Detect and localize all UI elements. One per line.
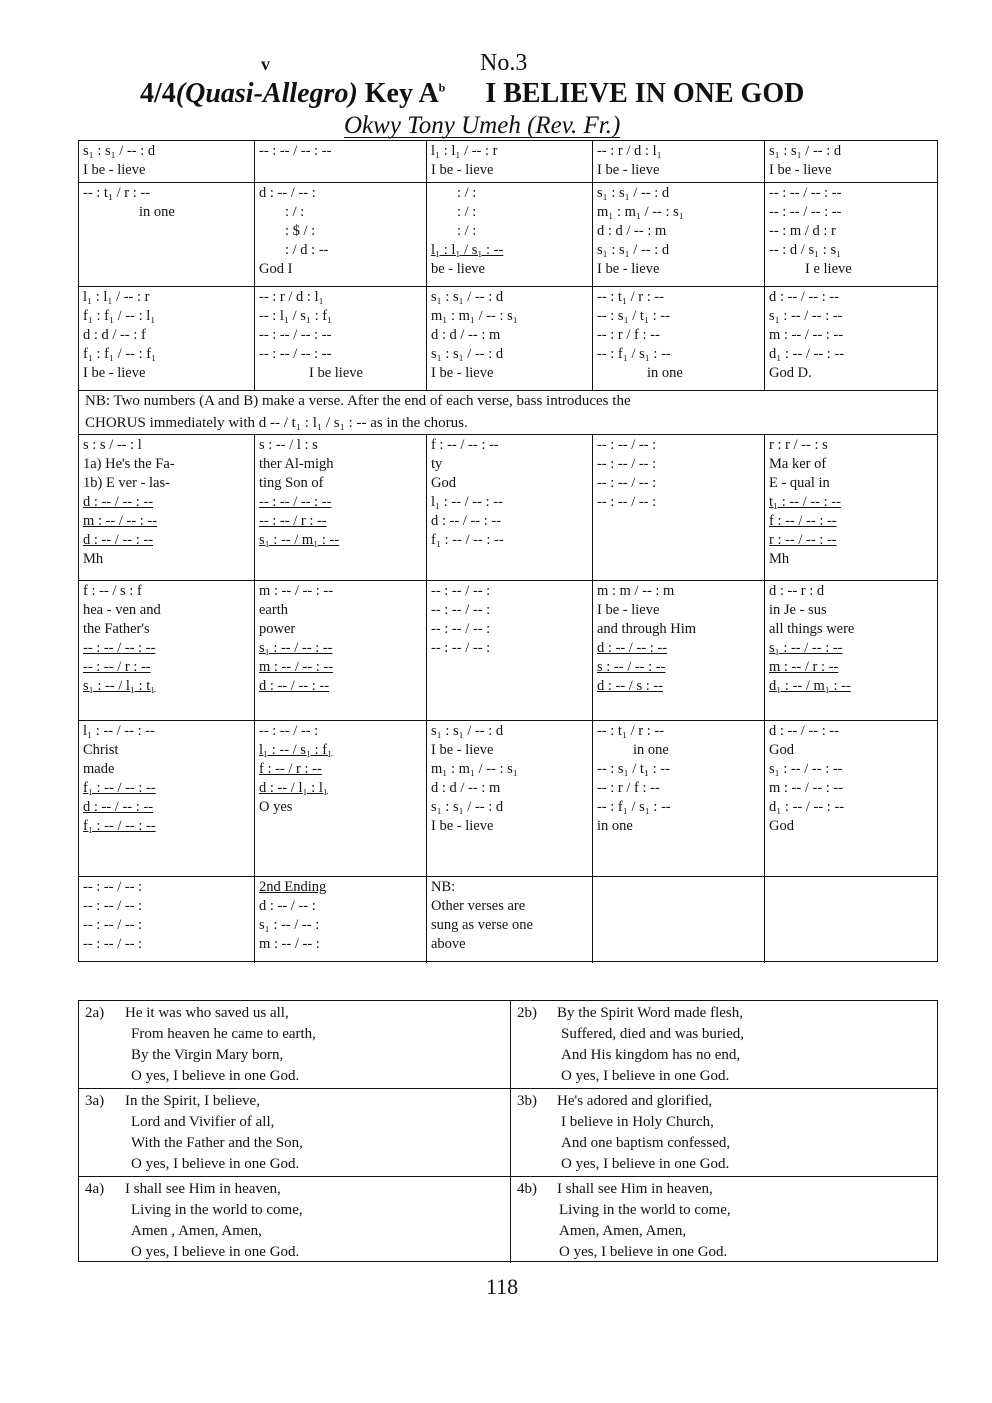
verse-line: O yes, I believe in one God. — [559, 1244, 728, 1260]
notation-line: : / d : -- — [285, 242, 329, 258]
notation-line: m₁ : m₁ / -- : s₁ — [431, 308, 518, 324]
notation-line: d : d / -- : m — [431, 327, 501, 343]
notation-line: t₁ : -- / -- : -- — [769, 494, 841, 510]
notation-line: s₁ : s₁ / -- : d — [431, 346, 504, 362]
title-line — [140, 78, 804, 110]
second-ending-label: 2nd Ending — [259, 879, 327, 895]
verse-line: He it was who saved us all, — [125, 1005, 289, 1021]
verse-line: He's adored and glorified, — [557, 1093, 713, 1109]
notation-line: d : -- / l₁ : l₁ — [259, 780, 328, 796]
verse-2b — [511, 1001, 937, 1088]
notation-line: -- : t₁ / r : -- — [83, 185, 151, 201]
notation-line: l₁ : -- / -- : -- — [83, 723, 155, 739]
notation-line: all things were — [769, 621, 855, 637]
notation-line: d : -- / -- : -- — [83, 799, 154, 815]
verse-line: Living in the world to come, — [559, 1202, 731, 1218]
verse-line: O yes, I believe in one God. — [131, 1244, 300, 1260]
score-cell — [255, 721, 427, 876]
notation-line: d : d / -- : f — [83, 327, 146, 343]
stray-mark: v — [261, 54, 270, 74]
notation-line: f₁ : -- / -- : -- — [431, 532, 504, 548]
notation-line: d : -- / -- : -- — [431, 513, 502, 529]
verse-3a — [79, 1089, 511, 1176]
notation-line: m : -- / -- : -- — [83, 513, 158, 529]
notation-line: r : r / -- : s — [769, 437, 828, 453]
verse-line: I shall see Him in heaven, — [125, 1181, 281, 1197]
notation-line: -- : -- / -- : — [597, 437, 657, 453]
notation-line: -- : -- / -- : -- — [83, 640, 156, 656]
score-cell — [765, 877, 937, 963]
score-cell — [255, 581, 427, 720]
notation-line: f₁ : f₁ / -- : l₁ — [83, 308, 156, 324]
tempo-marking: (Quasi-Allegro) — [175, 78, 358, 109]
notation-line: 1b) E ver - las- — [83, 475, 170, 491]
notation-line: -- : -- / -- : — [83, 898, 143, 914]
notation-line: : / : — [457, 204, 477, 220]
verse-line: O yes, I believe in one God. — [561, 1156, 730, 1172]
notation-line: f₁ : -- / -- : -- — [83, 818, 156, 834]
notation-line: s₁ : s₁ / -- : d — [431, 723, 504, 739]
notation-line: I be - lieve — [769, 162, 832, 178]
notation-line: m : -- / -- : — [259, 936, 320, 952]
notation-line: made — [83, 761, 115, 777]
verse-line: With the Father and the Son, — [131, 1135, 303, 1151]
verse-line: O yes, I believe in one God. — [131, 1068, 300, 1084]
notation-line: I be - lieve — [597, 602, 660, 618]
notation-line: ty — [431, 456, 443, 472]
score-cell — [255, 877, 427, 963]
notation-line: ting Son of — [259, 475, 324, 491]
score-row-5 — [79, 581, 937, 721]
verse-4a — [79, 1177, 511, 1263]
notation-line: s₁ : -- / l₁ : t₁ — [83, 678, 156, 694]
notation-line: f : -- / -- : -- — [431, 437, 499, 453]
notation-line: I be - lieve — [83, 162, 146, 178]
notation-line: m : -- / -- : -- — [769, 780, 844, 796]
notation-line: I be - lieve — [431, 818, 494, 834]
time-signature: 4/4 — [140, 78, 176, 109]
notation-line: f₁ : f₁ / -- : f₁ — [83, 346, 157, 362]
notation-line: -- : f₁ / s₁ : -- — [597, 799, 671, 815]
score-cell — [765, 183, 937, 286]
notation-line: -- : -- / -- : — [259, 723, 319, 739]
notation-line: God — [769, 818, 794, 834]
notation-line: s₁ : s₁ / -- : d — [597, 242, 670, 258]
score-cell — [427, 183, 593, 286]
notation-line: d : -- / -- : -- — [83, 494, 154, 510]
score-cell — [79, 435, 255, 580]
notation-line: -- : d / s₁ : s₁ — [769, 242, 842, 258]
notation-line: s₁ : s₁ / -- : d — [83, 143, 156, 159]
notation-line: s₁ : -- / m₁ : -- — [259, 532, 340, 548]
notation-line: -- : r / d : l₁ — [597, 143, 662, 159]
notation-line: f : -- / r : -- — [259, 761, 322, 777]
notation-line: the Father's — [83, 621, 150, 637]
notation-line: Ma ker of — [769, 456, 827, 472]
notation-line: f : -- / s : f — [83, 583, 142, 599]
notation-line: l₁ : -- / -- : -- — [431, 494, 503, 510]
notation-line: s₁ : -- / -- : -- — [259, 640, 333, 656]
notation-line: O yes — [259, 799, 293, 815]
verse-line: In the Spirit, I believe, — [125, 1093, 260, 1109]
notation-line: s₁ : s₁ / -- : d — [431, 289, 504, 305]
notation-line: -- : t₁ / r : -- — [597, 289, 665, 305]
notation-line: power — [259, 621, 296, 637]
verse-3b — [511, 1089, 937, 1176]
notation-line: s₁ : -- / -- : — [259, 917, 320, 933]
score-cell — [593, 721, 765, 876]
notation-line: I be - lieve — [597, 162, 660, 178]
score-row-2 — [79, 183, 937, 287]
notation-line: E - qual in — [769, 475, 830, 491]
notation-line: m : m / -- : m — [597, 583, 675, 599]
notation-line: -- : -- / r : -- — [259, 513, 327, 529]
notation-line: d : -- / -- : -- — [83, 532, 154, 548]
score-row-6 — [79, 721, 937, 877]
notation-line: and through Him — [597, 621, 697, 637]
notation-line: I be - lieve — [83, 365, 146, 381]
notation-line: d : d / -- : m — [597, 223, 667, 239]
notation-line: s₁ : -- / -- : -- — [769, 308, 843, 324]
notation-line: d : -- / -- : — [259, 898, 316, 914]
nb-instruction: NB: Two numbers (A and B) make a verse. After the end of each verse, bass introduces the — [85, 393, 631, 409]
notation-line: above — [431, 936, 466, 952]
notation-line: NB: — [431, 879, 456, 895]
notation-line: God — [769, 742, 794, 758]
notation-line: -- : -- / -- : — [431, 602, 491, 618]
notation-line: m : -- / -- : -- — [259, 583, 334, 599]
notation-line: -- : -- / -- : — [431, 640, 491, 656]
notation-line: in one — [139, 204, 175, 220]
notation-line: -- : f₁ / s₁ : -- — [597, 346, 671, 362]
score-cell — [593, 581, 765, 720]
notation-line: I be - lieve — [597, 261, 660, 277]
notation-line: -- : -- / -- : — [597, 475, 657, 491]
verse-label: 3a) — [85, 1093, 105, 1109]
verse-line: Living in the world to come, — [131, 1202, 303, 1218]
notation-line: l₁ : l₁ / -- : r — [83, 289, 150, 305]
score-cell — [255, 183, 427, 286]
notation-line: in one — [597, 818, 633, 834]
notation-line: : / : — [457, 223, 477, 239]
verse-line: I shall see Him in heaven, — [557, 1181, 713, 1197]
score-cell — [427, 141, 593, 182]
chorus-instruction: CHORUS immediately with d -- / t₁ : l₁ / s₁ : -- as in the chorus. — [79, 413, 937, 435]
notation-line: I be lieve — [309, 365, 363, 381]
score-cell — [765, 581, 937, 720]
score-cell — [427, 581, 593, 720]
notation-line: -- : s₁ / t₁ : -- — [597, 308, 670, 324]
notation-line: s₁ : -- / -- : -- — [769, 761, 843, 777]
score-cell — [593, 183, 765, 286]
notation-line: -- : s₁ / t₁ : -- — [597, 761, 670, 777]
notation-line: d₁ : -- / m₁ : -- — [769, 678, 851, 694]
score-cell — [79, 581, 255, 720]
score-cell — [593, 877, 765, 963]
notation-line: earth — [259, 602, 288, 618]
notation-line: -- : m / d : r — [769, 223, 836, 239]
notation-line: m₁ : m₁ / -- : s₁ — [431, 761, 518, 777]
page-number: 118 — [486, 1274, 519, 1299]
verse-line: Suffered, died and was buried, — [561, 1026, 745, 1042]
notation-line: s₁ : s₁ / -- : d — [597, 185, 670, 201]
notation-line: Other verses are — [431, 898, 526, 914]
key-accidental: b — [438, 80, 446, 95]
score-cell — [593, 287, 765, 390]
notation-line: d : d / -- : m — [431, 780, 501, 796]
verse-4b — [511, 1177, 937, 1263]
verse-line: O yes, I believe in one God. — [561, 1068, 730, 1084]
notation-line: -- : -- / -- : -- — [769, 204, 842, 220]
notation-line: -- : -- / -- : — [597, 456, 657, 472]
notation-line: sung as verse one — [431, 917, 533, 933]
notation-line: -- : l₁ / s₁ : f₁ — [259, 308, 333, 324]
notation-line: 1a) He's the Fa- — [83, 456, 175, 472]
song-number: No.3 — [480, 50, 528, 76]
verse-label: 2a) — [85, 1005, 105, 1021]
score-cell — [79, 287, 255, 390]
notation-line: s : s / -- : l — [83, 437, 142, 453]
verses-table — [78, 1000, 938, 1262]
verse-line: By the Spirit Word made flesh, — [557, 1005, 743, 1021]
notation-line: hea - ven and — [83, 602, 161, 618]
score-cell — [765, 141, 937, 182]
notation-line: m : -- / -- : -- — [769, 327, 844, 343]
notation-line: s : -- / l : s — [259, 437, 318, 453]
notation-line: Mh — [83, 551, 104, 567]
notation-line: m : -- / r : -- — [769, 659, 839, 675]
verse-line: And His kingdom has no end, — [561, 1047, 741, 1063]
notation-line: God D. — [769, 365, 812, 381]
notation-line: -- : -- / -- : — [83, 917, 143, 933]
notation-line: d₁ : -- / -- : -- — [769, 799, 845, 815]
notation-line: -- : -- / -- : -- — [769, 185, 842, 201]
verse-line: Amen , Amen, Amen, — [131, 1223, 262, 1239]
notation-line: : / : — [457, 185, 477, 201]
notation-line: -- : -- / -- : — [83, 936, 143, 952]
notation-line: -- : -- / -- : -- — [259, 143, 332, 159]
verse-label: 4a) — [85, 1181, 105, 1197]
notation-line: I be - lieve — [431, 162, 494, 178]
notation-line: d : -- r : d — [769, 583, 825, 599]
composer: Okwy Tony Umeh (Rev. Fr.) — [344, 112, 621, 139]
verse-line: O yes, I believe in one God. — [131, 1156, 300, 1172]
notation-line: -- : -- / -- : — [431, 583, 491, 599]
notation-line: d : -- / -- : -- — [597, 640, 668, 656]
score-row-3 — [79, 287, 937, 391]
notation-line: f : -- / -- : -- — [769, 513, 837, 529]
notation-line: s₁ : -- / -- : -- — [769, 640, 843, 656]
score-cell — [255, 287, 427, 390]
notation-line: : / : — [285, 204, 305, 220]
notation-line: l₁ : l₁ / s₁ : -- — [431, 242, 504, 258]
notation-line: I e lieve — [805, 261, 852, 277]
notation-line: -- : -- / -- : -- — [259, 494, 332, 510]
score-cell — [79, 141, 255, 182]
notation-line: I be - lieve — [431, 742, 494, 758]
notation-line: l₁ : -- / s₁ : f₁ — [259, 742, 333, 758]
notation-line: -- : r / f : -- — [597, 780, 660, 796]
notation-line: -- : r / f : -- — [597, 327, 660, 343]
notation-line: God — [431, 475, 456, 491]
notation-line: d₁ : -- / -- : -- — [769, 346, 845, 362]
score-cell — [765, 721, 937, 876]
verse-label: 2b) — [517, 1005, 537, 1021]
score-cell — [427, 877, 593, 963]
music-score-table — [78, 140, 938, 962]
verse-2a — [79, 1001, 511, 1088]
notation-line: be - lieve — [431, 261, 485, 277]
notation-line: s₁ : s₁ / -- : d — [431, 799, 504, 815]
score-row-7 — [79, 877, 937, 963]
notation-line: in one — [647, 365, 683, 381]
notation-line: d : -- / s : -- — [597, 678, 664, 694]
score-cell — [593, 141, 765, 182]
notation-line: God I — [259, 261, 293, 277]
notation-line: r : -- / -- : -- — [769, 532, 837, 548]
notation-line: : $ / : — [285, 223, 316, 239]
score-cell — [765, 287, 937, 390]
verse-line: By the Virgin Mary born, — [131, 1047, 284, 1063]
notation-line: s : -- / -- : -- — [597, 659, 666, 675]
notation-line: m : -- / -- : -- — [259, 659, 334, 675]
notation-line: d : -- / -- : — [259, 185, 316, 201]
verse-line: Amen, Amen, Amen, — [559, 1223, 687, 1239]
notation-line: in Je - sus — [769, 602, 827, 618]
notation-line: l₁ : l₁ / -- : r — [431, 143, 498, 159]
verse-row-4 — [79, 1177, 937, 1263]
score-row-1 — [79, 141, 937, 183]
notation-line: I be - lieve — [431, 365, 494, 381]
verse-row-2 — [79, 1001, 937, 1089]
notation-line: Mh — [769, 551, 790, 567]
notation-line: m₁ : m₁ / -- : s₁ — [597, 204, 684, 220]
score-cell — [255, 141, 427, 182]
notation-line: s₁ : s₁ / -- : d — [769, 143, 842, 159]
score-cell — [427, 721, 593, 876]
score-cell — [427, 287, 593, 390]
notation-line: f₁ : -- / -- : -- — [83, 780, 156, 796]
score-cell — [79, 721, 255, 876]
notation-line: -- : -- / -- : — [431, 621, 491, 637]
verse-label: 4b) — [517, 1181, 537, 1197]
notation-line: -- : -- / -- : — [597, 494, 657, 510]
notation-line: d : -- / -- : -- — [259, 678, 330, 694]
song-title: I BELIEVE IN ONE GOD — [485, 78, 805, 109]
verse-line: Lord and Vivifier of all, — [131, 1114, 275, 1130]
verse-row-3 — [79, 1089, 937, 1177]
score-cell — [593, 435, 765, 580]
notation-line: d : -- / -- : -- — [769, 289, 840, 305]
notation-line: -- : r / d : l₁ — [259, 289, 324, 305]
notation-line: -- : t₁ / r : -- — [597, 723, 665, 739]
notation-line: -- : -- / r : -- — [83, 659, 151, 675]
notation-line: d : -- / -- : -- — [769, 723, 840, 739]
score-cell — [79, 877, 255, 963]
score-row-4 — [79, 435, 937, 581]
key-label: Key A — [364, 78, 439, 109]
verse-label: 3b) — [517, 1093, 537, 1109]
notation-line: Christ — [83, 742, 119, 758]
notation-line: ther Al-migh — [259, 456, 334, 472]
notation-line: -- : -- / -- : -- — [259, 346, 332, 362]
score-cell — [79, 183, 255, 286]
verse-line: From heaven he came to earth, — [131, 1026, 316, 1042]
notation-line: in one — [633, 742, 669, 758]
notation-line: -- : -- / -- : — [83, 879, 143, 895]
verse-line: I believe in Holy Church, — [561, 1114, 714, 1130]
score-cell — [765, 435, 937, 580]
score-cell — [255, 435, 427, 580]
notation-line: -- : -- / -- : -- — [259, 327, 332, 343]
verse-line: And one baptism confessed, — [561, 1135, 731, 1151]
score-cell — [427, 435, 593, 580]
